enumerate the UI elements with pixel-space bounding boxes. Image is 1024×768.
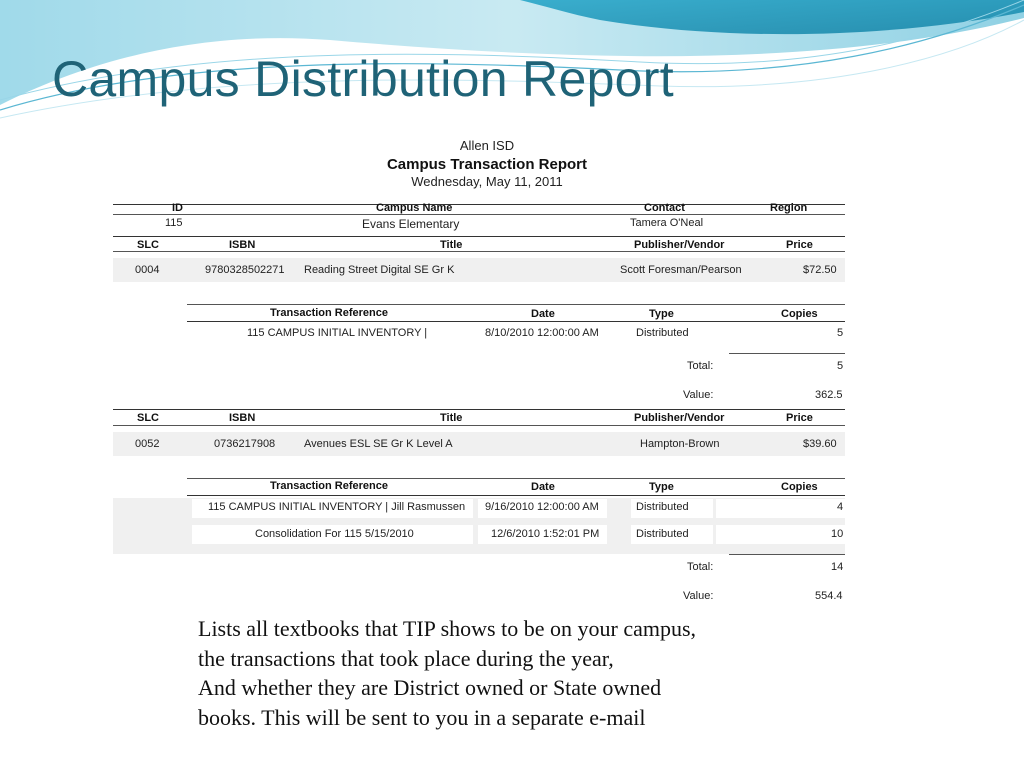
total-rule <box>729 554 845 555</box>
book-price: $39.60 <box>803 438 837 450</box>
txn-cell-bg <box>716 499 845 518</box>
txn-header-rule <box>187 478 845 479</box>
book-header-rule <box>113 409 845 410</box>
txn-reference: 115 CAMPUS INITIAL INVENTORY | Jill Rasmussen <box>208 501 466 513</box>
value-label: Value: <box>683 389 714 401</box>
txn-copies-header: Copies <box>781 481 818 493</box>
report-image <box>101 118 873 606</box>
book-header-underline <box>113 425 845 426</box>
isbn-header: ISBN <box>229 412 256 424</box>
body-line: Lists all textbooks that TIP shows to be on your campus, <box>198 616 697 641</box>
total-value: 5 <box>837 360 844 372</box>
book-isbn: 9780328502271 <box>205 264 285 276</box>
txn-type: Distributed <box>636 528 689 540</box>
txn-date: 12/6/2010 1:52:01 PM <box>491 528 600 540</box>
report-title: Campus Transaction Report <box>386 156 588 173</box>
report-district: Allen ISD <box>459 138 515 153</box>
title-header: Title <box>440 412 463 424</box>
total-label: Total: <box>687 360 714 372</box>
txn-type: Distributed <box>636 501 689 513</box>
body-line: books. This will be sent to you in a separate e-mail <box>198 704 646 730</box>
txn-header-rule <box>187 304 845 305</box>
isbn-header: ISBN <box>229 239 256 251</box>
book-header-underline <box>113 251 845 252</box>
book-publisher: Scott Foresman/Pearson <box>620 264 742 276</box>
campus-header-rule <box>113 204 845 205</box>
txn-copies: 10 <box>831 528 844 540</box>
region-header: Region <box>770 202 808 214</box>
book-price: $72.50 <box>803 264 837 276</box>
contact-header: Contact <box>644 202 685 214</box>
slide-body-text <box>198 614 898 732</box>
value-label: Value: <box>683 590 714 602</box>
publisher-header: Publisher/Vendor <box>634 239 725 251</box>
total-label: Total: <box>687 561 714 573</box>
book-publisher: Hampton-Brown <box>640 438 720 450</box>
campus-contact: Tamera O'Neal <box>630 217 704 229</box>
txn-header-underline <box>187 321 845 322</box>
txn-reference: 115 CAMPUS INITIAL INVENTORY | <box>247 327 428 339</box>
campus-id: 115 <box>165 217 183 229</box>
publisher-header: Publisher/Vendor <box>634 412 725 424</box>
value-amount: 362.5 <box>815 389 843 401</box>
txn-date: 9/16/2010 12:00:00 AM <box>485 501 599 513</box>
txn-type-header: Type <box>649 481 674 493</box>
campus-name: Evans Elementary <box>362 217 460 231</box>
book-title: Reading Street Digital SE Gr K <box>304 264 455 276</box>
txn-date-header: Date <box>531 308 555 320</box>
txn-reference: Consolidation For 115 5/15/2010 <box>255 528 414 540</box>
txn-type: Distributed <box>636 327 689 339</box>
campus-name-header: Campus Name <box>376 202 453 214</box>
report-date: Wednesday, May 11, 2011 <box>411 174 563 189</box>
total-rule <box>729 353 845 354</box>
txn-date-header: Date <box>531 481 555 493</box>
txn-type-header: Type <box>649 308 674 320</box>
txn-copies-header: Copies <box>781 308 818 320</box>
book-header-rule <box>113 236 845 237</box>
book-slc: 0004 <box>135 264 160 276</box>
campus-header-underline <box>113 214 845 215</box>
txn-cell-bg <box>716 525 845 544</box>
body-line: And whether they are District owned or State owned <box>198 675 662 700</box>
book-isbn: 0736217908 <box>214 438 276 450</box>
txn-reference-header: Transaction Reference <box>270 307 388 319</box>
body-line: the transactions that took place during the year, <box>198 645 614 671</box>
txn-date: 8/10/2010 12:00:00 AM <box>485 327 599 339</box>
txn-copies: 4 <box>837 501 844 513</box>
slide-title: Campus Distribution Report <box>52 51 674 107</box>
txn-copies: 5 <box>837 327 844 339</box>
txn-reference-header: Transaction Reference <box>270 480 388 492</box>
slc-header: SLC <box>137 239 159 251</box>
book-slc: 0052 <box>135 438 160 450</box>
total-value: 14 <box>831 561 844 573</box>
slc-header: SLC <box>137 412 159 424</box>
price-header: Price <box>786 239 813 251</box>
title-header: Title <box>440 239 463 251</box>
campus-id-header: ID <box>172 202 183 214</box>
txn-header-underline <box>187 495 845 496</box>
book-title: Avenues ESL SE Gr K Level A <box>304 438 453 450</box>
value-amount: 554.4 <box>815 590 843 602</box>
price-header: Price <box>786 412 813 424</box>
